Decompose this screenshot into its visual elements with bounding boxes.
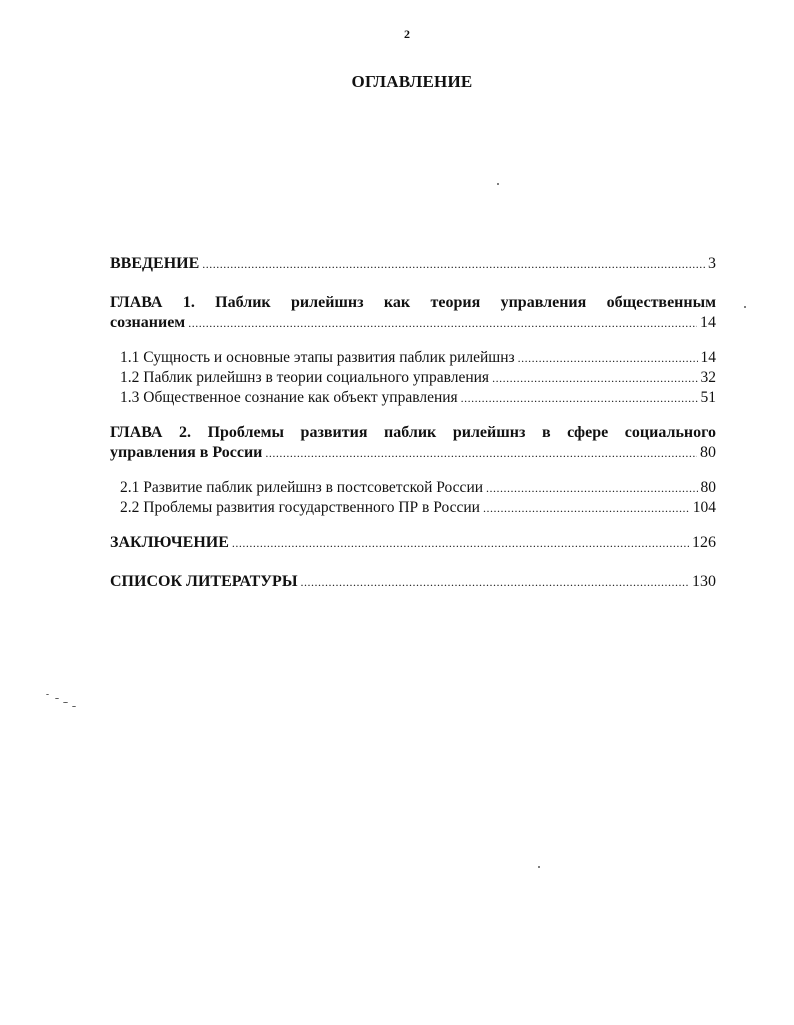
- toc-entry-page: 130: [692, 573, 716, 590]
- scan-speck: [46, 694, 49, 695]
- dot-leader: [486, 478, 697, 498]
- toc-entry-page: 14: [700, 349, 716, 366]
- dot-leader: [461, 388, 698, 408]
- toc-entry-page: 14: [700, 314, 716, 331]
- toc-entry-page: 32: [700, 369, 716, 386]
- dot-leader: [188, 313, 697, 333]
- dot-leader: [232, 533, 689, 553]
- scan-speck: [744, 306, 746, 308]
- page-title: ОГЛАВЛЕНИЕ: [351, 72, 473, 91]
- toc-entry-title: ВВЕДЕНИЕ: [110, 255, 200, 272]
- page-number: 2: [404, 27, 410, 41]
- toc-entry-conclusion[interactable]: [110, 533, 716, 553]
- toc-entry-title-line2: сознанием: [110, 314, 186, 331]
- toc-entry-title-line2: управления в России: [110, 444, 263, 461]
- toc-entry-title-line1: ГЛАВА 2. Проблемы развития паблик рилейшнз в сфере социального: [110, 424, 716, 441]
- toc-entry-page: 3: [708, 255, 716, 272]
- scan-speck: [72, 706, 76, 707]
- dot-leader: [492, 368, 697, 388]
- toc-entry-page: 126: [692, 534, 716, 551]
- toc-entry-chapter-1[interactable]: [110, 293, 716, 333]
- toc-entry-page: 80: [700, 444, 716, 461]
- toc-entry-page: 104: [692, 499, 716, 516]
- toc-entry-title: ЗАКЛЮЧЕНИЕ: [110, 534, 229, 551]
- dot-leader: [518, 348, 698, 368]
- toc-entry-page: 80: [700, 479, 716, 496]
- toc-entry-title: СПИСОК ЛИТЕРАТУРЫ: [110, 573, 298, 590]
- table-of-contents: [110, 254, 716, 592]
- toc-entry-intro[interactable]: [110, 254, 716, 274]
- toc-entry-2-2[interactable]: [110, 498, 716, 518]
- toc-entry-title: 1.1 Сущность и основные этапы развития паблик рилейшнз: [120, 349, 515, 366]
- toc-entry-page: 51: [700, 389, 716, 406]
- scan-speck: [55, 698, 59, 699]
- toc-entry-title: 2.2 Проблемы развития государственного ПР в России: [120, 499, 480, 516]
- toc-entry-1-2[interactable]: [110, 368, 716, 388]
- dot-leader: [202, 254, 705, 274]
- scan-speck: [538, 866, 540, 868]
- toc-entry-2-1[interactable]: [110, 478, 716, 498]
- dot-leader: [301, 572, 689, 592]
- toc-entry-title-line1: ГЛАВА 1. Паблик рилейшнз как теория управления общественным: [110, 294, 716, 311]
- toc-entry-title: 1.2 Паблик рилейшнз в теории социального управления: [120, 369, 490, 386]
- toc-entry-title: 1.3 Общественное сознание как объект управления: [120, 389, 458, 406]
- toc-entry-title: 2.1 Развитие паблик рилейшнз в постсоветской России: [120, 479, 484, 496]
- toc-entry-1-1[interactable]: [110, 348, 716, 368]
- scan-speck: [63, 702, 68, 703]
- dot-leader: [265, 443, 697, 463]
- dot-leader: [483, 498, 690, 518]
- scan-speck: [497, 183, 499, 185]
- toc-entry-references[interactable]: [110, 572, 716, 592]
- toc-entry-1-3[interactable]: [110, 388, 716, 408]
- toc-entry-chapter-2[interactable]: [110, 423, 716, 463]
